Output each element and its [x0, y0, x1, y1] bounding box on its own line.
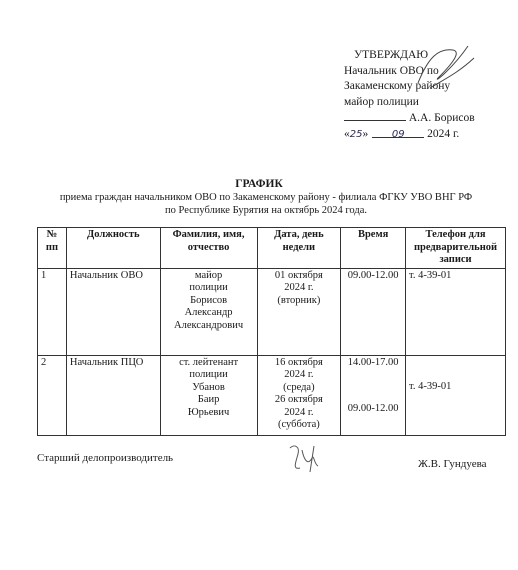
date-line: 01 октября [274, 269, 323, 281]
approval-signer: А.А. Борисов [408, 112, 475, 124]
signature-blank [344, 110, 406, 121]
name-line: майор [194, 269, 223, 281]
subtitle-line-2: по Республике Бурятия на октябрь 2024 года. [165, 205, 367, 216]
row-position: Начальник ОВО [66, 268, 160, 355]
name-line: полиции [189, 282, 228, 293]
date-line: (суббота) [277, 419, 320, 430]
phone-gap [409, 357, 502, 381]
table-row [38, 268, 506, 355]
table-header-row [38, 228, 506, 269]
name-line: Убанов [192, 381, 225, 393]
row-time [341, 355, 406, 435]
phone-value: т. 4-39-01 [409, 380, 452, 392]
approval-district: Закаменскому району [344, 80, 451, 92]
date-line: 2024 г. [284, 406, 314, 418]
row-phone [406, 355, 506, 435]
time-line: 09.00-12.00 [347, 403, 399, 414]
name-line: Юрьевич [187, 406, 230, 418]
date-line: 16 октября [274, 356, 323, 368]
row-num: 2 [38, 355, 67, 435]
header-position: Должность [66, 228, 160, 269]
approval-date-month-line [372, 127, 424, 138]
row-position: Начальник ПЦО [66, 355, 160, 435]
approval-signature-image [408, 38, 478, 98]
name-line: Александрович [174, 319, 244, 331]
date-line: 2024 г. [284, 369, 314, 380]
approval-rank: майор полиции [344, 95, 419, 108]
approval-date-year: 2024 г. [427, 127, 460, 140]
document-title: ГРАФИК [235, 178, 283, 190]
row-name [160, 355, 257, 435]
approval-heading: УТВЕРЖДАЮ [354, 49, 429, 61]
time-line: 09.00-12.00 [347, 269, 399, 281]
time-line: 14.00-17.00 [347, 356, 399, 368]
schedule-table [37, 227, 506, 436]
date-line: 26 октября [274, 394, 323, 405]
header-name: Фамилия, имя, отчество [160, 228, 257, 269]
header-num: № пп [38, 228, 67, 269]
subtitle-line-1: приема граждан начальником ОВО по Закаменскому району - филиала ФГКУ УВО ВНГ РФ [59, 192, 473, 203]
name-line: Александр [184, 307, 233, 318]
date-line: (среда) [283, 381, 315, 393]
row-time [341, 268, 406, 355]
name-line: Борисов [190, 294, 228, 306]
footer-position: Старший делопроизводитель [37, 452, 174, 464]
table-row [38, 355, 506, 435]
row-name [160, 268, 257, 355]
approval-date-month: 09 [391, 128, 405, 140]
approval-signature-line [344, 110, 514, 127]
row-num: 1 [38, 268, 67, 355]
header-phone: Телефон для предварительной записи [406, 228, 506, 269]
row-date [257, 268, 341, 355]
footer-name: Ж.В. Гундуева [418, 458, 487, 470]
time-gap [344, 369, 402, 391]
row-phone: т. 4-39-01 [406, 268, 506, 355]
time-gap [344, 391, 402, 403]
approval-position: Начальник ОВО по [344, 64, 439, 77]
date-line: 2024 г. [284, 282, 314, 293]
header-time: Время [341, 228, 406, 269]
footer-signature-image [284, 440, 332, 476]
approval-date-day: 25 [349, 128, 363, 140]
document-subtitle [46, 191, 486, 217]
header-date: Дата, день недели [257, 228, 341, 269]
date-line: (вторник) [277, 294, 321, 306]
name-line: Баир [197, 394, 220, 405]
name-line: полиции [189, 369, 228, 380]
name-line: ст. лейтенант [179, 356, 239, 368]
approval-date: «25» 09 2024 г. [344, 127, 460, 140]
row-date [257, 355, 341, 435]
